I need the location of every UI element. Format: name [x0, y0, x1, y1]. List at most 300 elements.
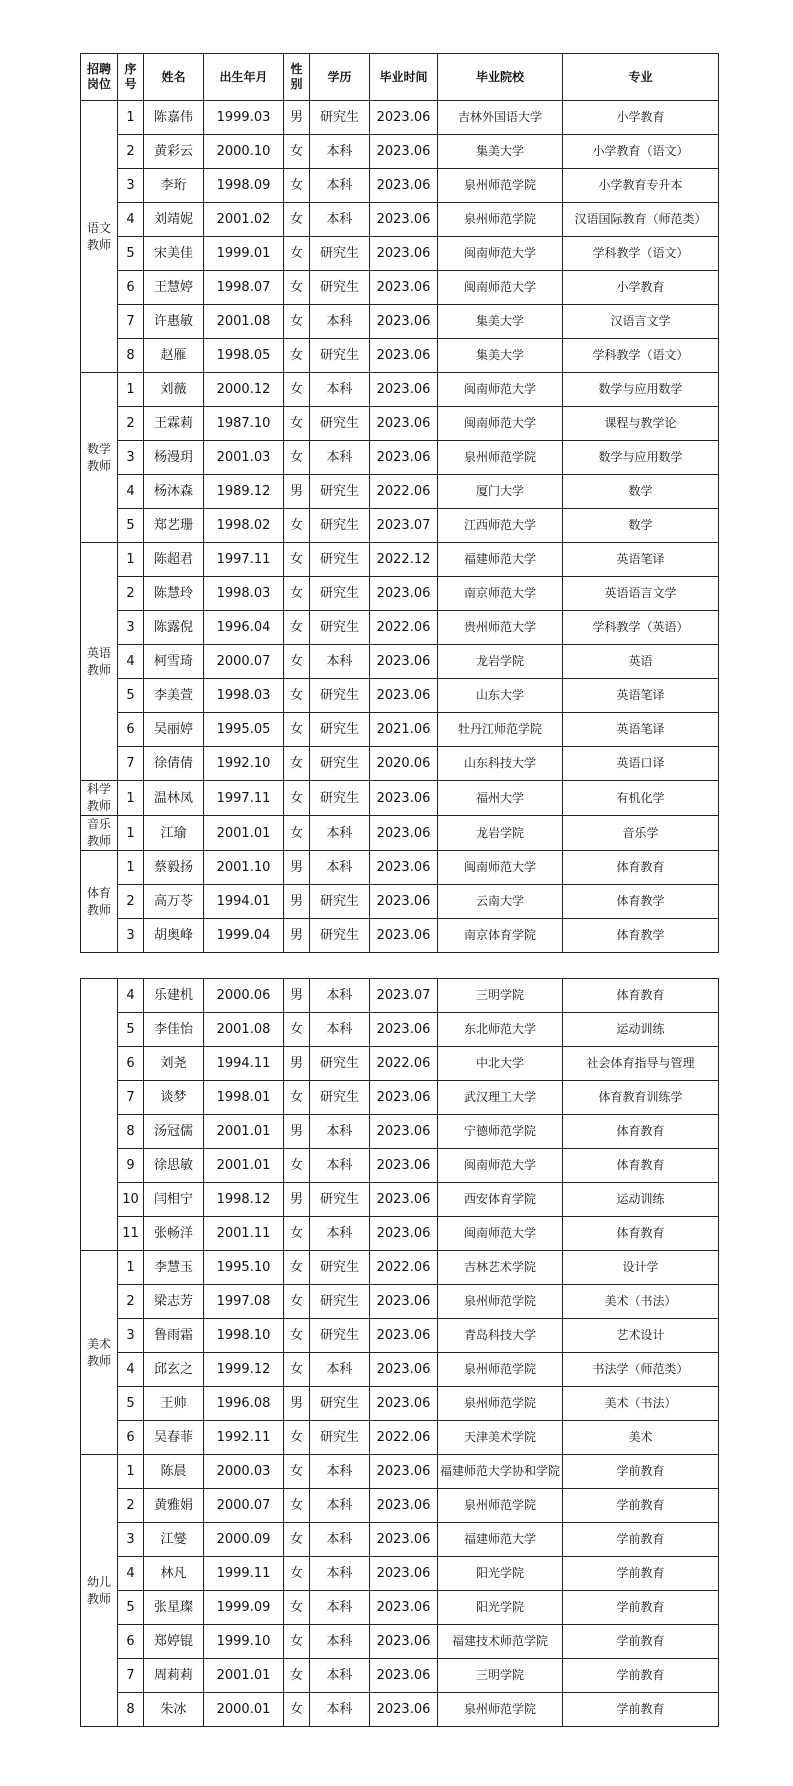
table-row: [81, 1523, 719, 1557]
gender-cell: 男: [284, 1047, 310, 1081]
header-gender: 性别: [284, 54, 310, 101]
gender-cell: 女: [284, 1523, 310, 1557]
name-cell: 张畅洋: [144, 1217, 204, 1251]
seq-cell: 5: [118, 1387, 144, 1421]
seq-cell: 4: [118, 1353, 144, 1387]
school-cell: 福建师范大学: [438, 543, 563, 577]
birth-cell: 2001.08: [204, 1013, 284, 1047]
name-cell: 周莉莉: [144, 1659, 204, 1693]
seq-cell: 5: [118, 679, 144, 713]
birth-cell: 2000.07: [204, 645, 284, 679]
seq-cell: 5: [118, 509, 144, 543]
name-cell: 温林凤: [144, 781, 204, 816]
birth-cell: 2001.10: [204, 851, 284, 885]
grad-date-cell: 2023.06: [370, 1693, 438, 1727]
gender-cell: 女: [284, 1149, 310, 1183]
birth-cell: 2000.03: [204, 1455, 284, 1489]
gender-cell: 男: [284, 101, 310, 135]
major-cell: 汉语国际教育（师范类）: [563, 203, 719, 237]
table-row: [81, 747, 719, 781]
gender-cell: 女: [284, 407, 310, 441]
seq-cell: 2: [118, 885, 144, 919]
name-cell: 鲁雨霜: [144, 1319, 204, 1353]
degree-cell: 研究生: [310, 747, 370, 781]
header-major: 专业: [563, 54, 719, 101]
table-row: [81, 543, 719, 577]
header-number: 序号: [118, 54, 144, 101]
major-cell: 学前教育: [563, 1693, 719, 1727]
birth-cell: 2000.01: [204, 1693, 284, 1727]
school-cell: 闽南师范大学: [438, 271, 563, 305]
table-row: [81, 1047, 719, 1081]
grad-date-cell: 2023.06: [370, 1081, 438, 1115]
table-row: [81, 713, 719, 747]
degree-cell: 本科: [310, 373, 370, 407]
school-cell: 厦门大学: [438, 475, 563, 509]
seq-cell: 1: [118, 1455, 144, 1489]
seq-cell: 1: [118, 373, 144, 407]
major-cell: 小学教育（语文）: [563, 135, 719, 169]
major-cell: 课程与教学论: [563, 407, 719, 441]
birth-cell: 1998.05: [204, 339, 284, 373]
table-row: [81, 1625, 719, 1659]
table-row: [81, 101, 719, 135]
seq-cell: 8: [118, 1693, 144, 1727]
gender-cell: 女: [284, 1625, 310, 1659]
seq-cell: 5: [118, 237, 144, 271]
seq-cell: 11: [118, 1217, 144, 1251]
major-cell: 书法学（师范类）: [563, 1353, 719, 1387]
major-cell: 美术: [563, 1421, 719, 1455]
table-row: [81, 1387, 719, 1421]
name-cell: 邱玄之: [144, 1353, 204, 1387]
table-row: [81, 1149, 719, 1183]
major-cell: 体育教学: [563, 919, 719, 953]
table-row: [81, 509, 719, 543]
seq-cell: 3: [118, 169, 144, 203]
degree-cell: 本科: [310, 1013, 370, 1047]
seq-cell: 1: [118, 1251, 144, 1285]
table-body: [81, 101, 719, 953]
birth-cell: 1998.10: [204, 1319, 284, 1353]
gender-cell: 女: [284, 237, 310, 271]
grad-date-cell: 2023.06: [370, 407, 438, 441]
name-cell: 徐倩倩: [144, 747, 204, 781]
birth-cell: 2001.11: [204, 1217, 284, 1251]
major-cell: 美术（书法）: [563, 1387, 719, 1421]
major-cell: 数学: [563, 475, 719, 509]
table-row: [81, 679, 719, 713]
degree-cell: 本科: [310, 135, 370, 169]
grad-date-cell: 2023.06: [370, 1285, 438, 1319]
major-cell: 音乐学: [563, 816, 719, 851]
school-cell: 山东大学: [438, 679, 563, 713]
major-cell: 体育教育: [563, 1217, 719, 1251]
school-cell: 泉州师范学院: [438, 169, 563, 203]
seq-cell: 3: [118, 1523, 144, 1557]
gender-cell: 女: [284, 1285, 310, 1319]
grad-date-cell: 2023.06: [370, 781, 438, 816]
grad-date-cell: 2023.06: [370, 1013, 438, 1047]
gender-cell: 男: [284, 475, 310, 509]
birth-cell: 1992.11: [204, 1421, 284, 1455]
name-cell: 徐思敏: [144, 1149, 204, 1183]
table-row: [81, 1217, 719, 1251]
major-cell: 学前教育: [563, 1625, 719, 1659]
gender-cell: 女: [284, 577, 310, 611]
grad-date-cell: 2023.06: [370, 305, 438, 339]
major-cell: 小学教育: [563, 271, 719, 305]
grad-date-cell: 2023.06: [370, 885, 438, 919]
grad-date-cell: 2023.06: [370, 1659, 438, 1693]
school-cell: 闽南师范大学: [438, 1217, 563, 1251]
major-cell: 学前教育: [563, 1557, 719, 1591]
grad-date-cell: 2022.06: [370, 475, 438, 509]
name-cell: 李美萱: [144, 679, 204, 713]
school-cell: 泉州师范学院: [438, 1693, 563, 1727]
table-row: [81, 851, 719, 885]
birth-cell: 2001.03: [204, 441, 284, 475]
grad-date-cell: 2023.06: [370, 1455, 438, 1489]
birth-cell: 2001.01: [204, 1659, 284, 1693]
table-row: [81, 407, 719, 441]
table-row: [81, 169, 719, 203]
grad-date-cell: 2023.06: [370, 373, 438, 407]
school-cell: 江西师范大学: [438, 509, 563, 543]
seq-cell: 1: [118, 101, 144, 135]
school-cell: 三明学院: [438, 1659, 563, 1693]
degree-cell: 本科: [310, 1693, 370, 1727]
position-cell: 音乐教师: [81, 816, 118, 851]
degree-cell: 研究生: [310, 339, 370, 373]
name-cell: 李佳怡: [144, 1013, 204, 1047]
school-cell: 泉州师范学院: [438, 203, 563, 237]
table-row: [81, 1013, 719, 1047]
position-cell: 体育教师: [81, 851, 118, 953]
gender-cell: 女: [284, 747, 310, 781]
birth-cell: 1998.03: [204, 679, 284, 713]
name-cell: 黄彩云: [144, 135, 204, 169]
grad-date-cell: 2023.07: [370, 979, 438, 1013]
major-cell: 英语笔译: [563, 543, 719, 577]
major-cell: 设计学: [563, 1251, 719, 1285]
gender-cell: 女: [284, 781, 310, 816]
seq-cell: 6: [118, 1625, 144, 1659]
name-cell: 赵雁: [144, 339, 204, 373]
major-cell: 英语语言文学: [563, 577, 719, 611]
major-cell: 英语笔译: [563, 713, 719, 747]
birth-cell: 1997.11: [204, 543, 284, 577]
header-degree: 学历: [310, 54, 370, 101]
degree-cell: 研究生: [310, 475, 370, 509]
gender-cell: 女: [284, 1353, 310, 1387]
gender-cell: 女: [284, 441, 310, 475]
degree-cell: 研究生: [310, 577, 370, 611]
school-cell: 天津美术学院: [438, 1421, 563, 1455]
major-cell: 体育教育: [563, 1149, 719, 1183]
gender-cell: 女: [284, 339, 310, 373]
major-cell: 体育教育训练学: [563, 1081, 719, 1115]
major-cell: 体育教学: [563, 885, 719, 919]
school-cell: 阳光学院: [438, 1591, 563, 1625]
grad-date-cell: 2023.06: [370, 1183, 438, 1217]
header-grad-date: 毕业时间: [370, 54, 438, 101]
birth-cell: 2001.02: [204, 203, 284, 237]
seq-cell: 1: [118, 781, 144, 816]
degree-cell: 研究生: [310, 1081, 370, 1115]
table-row: [81, 577, 719, 611]
seq-cell: 5: [118, 1591, 144, 1625]
table-row: [81, 816, 719, 851]
birth-cell: 1998.09: [204, 169, 284, 203]
degree-cell: 本科: [310, 1149, 370, 1183]
degree-cell: 本科: [310, 1591, 370, 1625]
birth-cell: 1995.05: [204, 713, 284, 747]
school-cell: 泉州师范学院: [438, 1387, 563, 1421]
school-cell: 青岛科技大学: [438, 1319, 563, 1353]
school-cell: 闽南师范大学: [438, 1149, 563, 1183]
birth-cell: 2000.07: [204, 1489, 284, 1523]
major-cell: 有机化学: [563, 781, 719, 816]
gender-cell: 女: [284, 1251, 310, 1285]
gender-cell: 女: [284, 1013, 310, 1047]
birth-cell: 1999.10: [204, 1625, 284, 1659]
school-cell: 福建师范大学协和学院: [438, 1455, 563, 1489]
position-cell: 科学教师: [81, 781, 118, 816]
gender-cell: 女: [284, 1557, 310, 1591]
table-row: [81, 1353, 719, 1387]
school-cell: 吉林外国语大学: [438, 101, 563, 135]
table-row: [81, 339, 719, 373]
seq-cell: 1: [118, 543, 144, 577]
major-cell: 英语口译: [563, 747, 719, 781]
seq-cell: 7: [118, 1081, 144, 1115]
major-cell: 数学: [563, 509, 719, 543]
birth-cell: 1999.03: [204, 101, 284, 135]
degree-cell: 研究生: [310, 713, 370, 747]
table-row: [81, 1455, 719, 1489]
header-name: 姓名: [144, 54, 204, 101]
gender-cell: 女: [284, 611, 310, 645]
school-cell: 牡丹江师范学院: [438, 713, 563, 747]
degree-cell: 本科: [310, 1625, 370, 1659]
table-row: [81, 1693, 719, 1727]
header-position: 招聘岗位: [81, 54, 118, 101]
seq-cell: 4: [118, 979, 144, 1013]
name-cell: 张星璨: [144, 1591, 204, 1625]
table-row: [81, 1251, 719, 1285]
school-cell: 宁德师范学院: [438, 1115, 563, 1149]
name-cell: 江瑜: [144, 816, 204, 851]
gender-cell: 女: [284, 373, 310, 407]
grad-date-cell: 2023.06: [370, 169, 438, 203]
name-cell: 江燮: [144, 1523, 204, 1557]
birth-cell: 2000.09: [204, 1523, 284, 1557]
seq-cell: 6: [118, 713, 144, 747]
grad-date-cell: 2023.06: [370, 1319, 438, 1353]
degree-cell: 研究生: [310, 679, 370, 713]
seq-cell: 4: [118, 1557, 144, 1591]
name-cell: 陈露倪: [144, 611, 204, 645]
name-cell: 陈嘉伟: [144, 101, 204, 135]
degree-cell: 研究生: [310, 509, 370, 543]
grad-date-cell: 2023.06: [370, 1591, 438, 1625]
name-cell: 王慧婷: [144, 271, 204, 305]
grad-date-cell: 2023.06: [370, 1557, 438, 1591]
grad-date-cell: 2023.06: [370, 851, 438, 885]
name-cell: 陈晨: [144, 1455, 204, 1489]
gender-cell: 女: [284, 169, 310, 203]
degree-cell: 本科: [310, 169, 370, 203]
name-cell: 梁志芳: [144, 1285, 204, 1319]
seq-cell: 3: [118, 441, 144, 475]
name-cell: 宋美佳: [144, 237, 204, 271]
birth-cell: 1997.11: [204, 781, 284, 816]
name-cell: 王帅: [144, 1387, 204, 1421]
degree-cell: 本科: [310, 1455, 370, 1489]
seq-cell: 7: [118, 747, 144, 781]
position-cell: 美术教师: [81, 1251, 118, 1455]
seq-cell: 2: [118, 135, 144, 169]
school-cell: 福建技术师范学院: [438, 1625, 563, 1659]
grad-date-cell: 2020.06: [370, 747, 438, 781]
birth-cell: 2000.06: [204, 979, 284, 1013]
name-cell: 乐建机: [144, 979, 204, 1013]
table-row: [81, 885, 719, 919]
school-cell: 泉州师范学院: [438, 1489, 563, 1523]
degree-cell: 研究生: [310, 101, 370, 135]
birth-cell: 1998.07: [204, 271, 284, 305]
school-cell: 山东科技大学: [438, 747, 563, 781]
gender-cell: 女: [284, 1591, 310, 1625]
birth-cell: 1999.12: [204, 1353, 284, 1387]
school-cell: 闽南师范大学: [438, 373, 563, 407]
degree-cell: 研究生: [310, 1047, 370, 1081]
grad-date-cell: 2022.06: [370, 1047, 438, 1081]
grad-date-cell: 2023.06: [370, 645, 438, 679]
name-cell: 刘靖妮: [144, 203, 204, 237]
seq-cell: 4: [118, 645, 144, 679]
gender-cell: 女: [284, 679, 310, 713]
table-row: [81, 1081, 719, 1115]
degree-cell: 研究生: [310, 885, 370, 919]
name-cell: 胡奥峰: [144, 919, 204, 953]
gender-cell: 男: [284, 1387, 310, 1421]
table-row: [81, 781, 719, 816]
major-cell: 数学与应用数学: [563, 441, 719, 475]
table-row: [81, 1285, 719, 1319]
birth-cell: 1999.11: [204, 1557, 284, 1591]
grad-date-cell: 2022.06: [370, 1251, 438, 1285]
grad-date-cell: 2021.06: [370, 713, 438, 747]
gender-cell: 女: [284, 645, 310, 679]
table-row: [81, 475, 719, 509]
name-cell: 汤冠儒: [144, 1115, 204, 1149]
degree-cell: 本科: [310, 1353, 370, 1387]
school-cell: 福建师范大学: [438, 1523, 563, 1557]
seq-cell: 2: [118, 577, 144, 611]
school-cell: 龙岩学院: [438, 816, 563, 851]
hires-table-part-1: [80, 53, 719, 953]
degree-cell: 本科: [310, 1659, 370, 1693]
major-cell: 学前教育: [563, 1659, 719, 1693]
table-header-row: [81, 54, 719, 101]
grad-date-cell: 2023.06: [370, 271, 438, 305]
major-cell: 小学教育专升本: [563, 169, 719, 203]
table-row: [81, 441, 719, 475]
school-cell: 闽南师范大学: [438, 407, 563, 441]
grad-date-cell: 2023.06: [370, 441, 438, 475]
grad-date-cell: 2023.06: [370, 816, 438, 851]
birth-cell: 2000.12: [204, 373, 284, 407]
position-cell: 英语教师: [81, 543, 118, 781]
grad-date-cell: 2023.06: [370, 237, 438, 271]
seq-cell: 6: [118, 1047, 144, 1081]
school-cell: 南京师范大学: [438, 577, 563, 611]
gender-cell: 男: [284, 851, 310, 885]
degree-cell: 研究生: [310, 1285, 370, 1319]
degree-cell: 研究生: [310, 543, 370, 577]
major-cell: 运动训练: [563, 1013, 719, 1047]
seq-cell: 4: [118, 203, 144, 237]
seq-cell: 8: [118, 1115, 144, 1149]
gender-cell: 女: [284, 1693, 310, 1727]
school-cell: 南京体育学院: [438, 919, 563, 953]
gender-cell: 女: [284, 1081, 310, 1115]
name-cell: 陈慧玲: [144, 577, 204, 611]
table-row: [81, 1591, 719, 1625]
seq-cell: 3: [118, 1319, 144, 1353]
seq-cell: 10: [118, 1183, 144, 1217]
position-cell: [81, 979, 118, 1251]
name-cell: 刘薇: [144, 373, 204, 407]
grad-date-cell: 2023.06: [370, 101, 438, 135]
position-cell: 幼儿教师: [81, 1455, 118, 1727]
seq-cell: 7: [118, 1659, 144, 1693]
degree-cell: 本科: [310, 305, 370, 339]
birth-cell: 1989.12: [204, 475, 284, 509]
degree-cell: 本科: [310, 816, 370, 851]
name-cell: 林凡: [144, 1557, 204, 1591]
major-cell: 学前教育: [563, 1489, 719, 1523]
grad-date-cell: 2023.06: [370, 1387, 438, 1421]
birth-cell: 1992.10: [204, 747, 284, 781]
major-cell: 体育教育: [563, 979, 719, 1013]
seq-cell: 6: [118, 1421, 144, 1455]
table-row: [81, 373, 719, 407]
school-cell: 贵州师范大学: [438, 611, 563, 645]
table-row: [81, 1319, 719, 1353]
name-cell: 陈超君: [144, 543, 204, 577]
degree-cell: 研究生: [310, 1183, 370, 1217]
name-cell: 王霖莉: [144, 407, 204, 441]
gender-cell: 女: [284, 509, 310, 543]
gender-cell: 女: [284, 543, 310, 577]
grad-date-cell: 2023.06: [370, 1149, 438, 1183]
seq-cell: 1: [118, 816, 144, 851]
school-cell: 闽南师范大学: [438, 851, 563, 885]
degree-cell: 研究生: [310, 1319, 370, 1353]
school-cell: 泉州师范学院: [438, 1353, 563, 1387]
major-cell: 体育教育: [563, 1115, 719, 1149]
grad-date-cell: 2023.06: [370, 339, 438, 373]
major-cell: 学前教育: [563, 1591, 719, 1625]
school-cell: 三明学院: [438, 979, 563, 1013]
degree-cell: 本科: [310, 1115, 370, 1149]
gender-cell: 女: [284, 1421, 310, 1455]
table-row: [81, 1557, 719, 1591]
name-cell: 李珩: [144, 169, 204, 203]
